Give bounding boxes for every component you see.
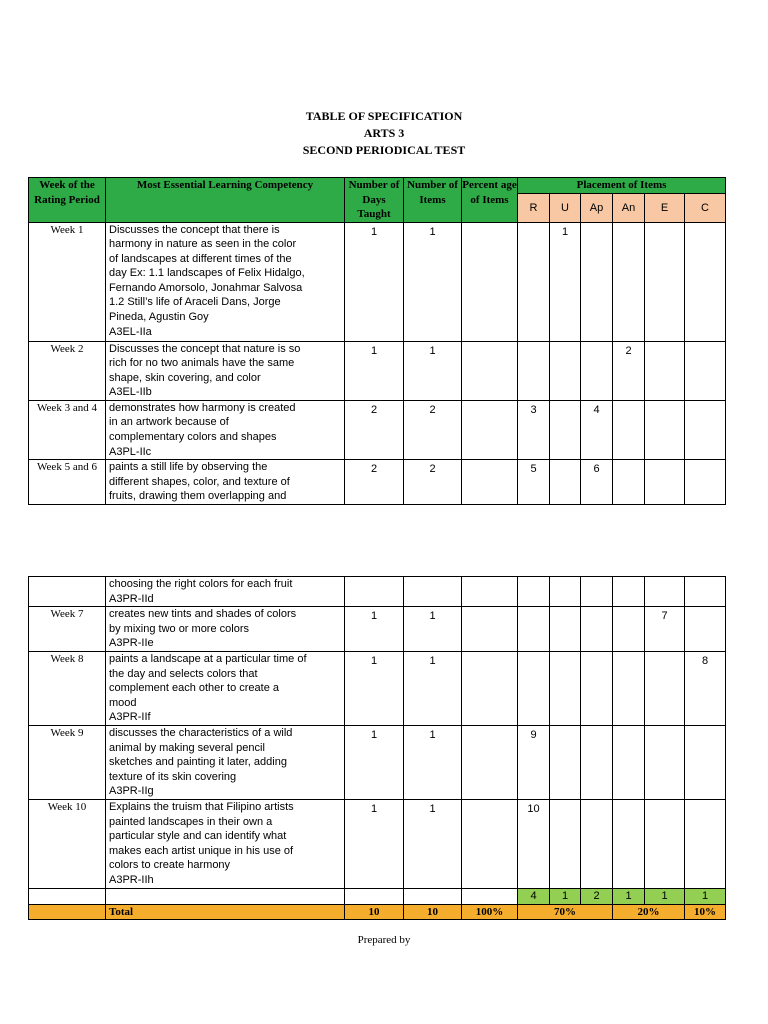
header-level-ap: Ap [581, 193, 613, 222]
placement-r-cell: 9 [518, 725, 550, 799]
placement-an-cell [613, 460, 645, 505]
placement-c-cell [685, 607, 726, 652]
competency-line: complementary colors and shapes [109, 431, 277, 444]
placement-r-cell [518, 222, 550, 341]
items-cell: 2 [404, 460, 462, 505]
specification-table-page-2 [28, 576, 726, 920]
count-an: 1 [613, 888, 645, 904]
competency-line: 1.2 Still’s life of Araceli Dans, Jorge [109, 296, 281, 309]
week-cell: Week 9 [29, 725, 106, 799]
total-days: 10 [345, 904, 404, 919]
placement-u-cell: 1 [550, 222, 581, 341]
competency-line: rich for no two animals have the same [109, 357, 295, 370]
placement-e-cell [645, 222, 685, 341]
competency-line: Discusses the concept that nature is so [109, 342, 301, 355]
competency-line: sketches and painting it later, adding [109, 756, 287, 769]
placement-r-cell [518, 651, 550, 725]
placement-r-cell [518, 607, 550, 652]
competency-line: creates new tints and shades of colors [109, 608, 297, 621]
percentage-cell [462, 725, 518, 799]
header-level-e: E [645, 193, 685, 222]
week-cell: Week 1 [29, 222, 106, 341]
items-cell: 2 [404, 400, 462, 459]
header-items: Number of Items [404, 178, 462, 223]
placement-r-cell: 10 [518, 799, 550, 888]
total-label: Total [106, 904, 345, 919]
table-row [29, 222, 726, 341]
percentage-cell [462, 607, 518, 652]
percentage-cell [462, 222, 518, 341]
items-cell: 1 [404, 341, 462, 400]
count-c: 1 [685, 888, 726, 904]
competency-line: Pineda, Agustin Goy [109, 311, 209, 324]
placement-c-cell [685, 222, 726, 341]
competency-line: colors to create harmony [109, 859, 231, 872]
title-line-1: TABLE OF SPECIFICATION [305, 109, 463, 123]
competency-line: A3PR-IId [109, 592, 154, 605]
competency-line: Explains the truism that Filipino artists [109, 800, 294, 813]
competency-line: different shapes, color, and texture of [109, 475, 290, 488]
placement-u-cell [550, 460, 581, 505]
placement-u-cell [550, 725, 581, 799]
competency-cell [106, 651, 345, 725]
competency-cell [106, 607, 345, 652]
header-level-r: R [518, 193, 550, 222]
competency-line: particular style and can identify what [109, 830, 287, 843]
competency-line: A3PR-IIh [109, 873, 154, 886]
count-r: 4 [518, 888, 550, 904]
total-c: 10% [685, 904, 726, 919]
placement-e-cell [645, 651, 685, 725]
days-cell: 1 [345, 651, 404, 725]
days-cell: 1 [345, 799, 404, 888]
percentage-cell [462, 577, 518, 607]
placement-an-cell [613, 799, 645, 888]
percentage-cell [462, 651, 518, 725]
competency-line: A3EL-IIa [109, 325, 152, 338]
placement-an-cell: 2 [613, 341, 645, 400]
competency-line: animal by making several pencil [109, 741, 265, 754]
count-ap: 2 [581, 888, 613, 904]
competency-line: makes each artist unique in his use of [109, 844, 294, 857]
competency-line: paints a still life by observing the [109, 461, 268, 474]
placement-ap-cell [581, 222, 613, 341]
header-level-u: U [550, 193, 581, 222]
placement-ap-cell: 4 [581, 400, 613, 459]
counts-blank [345, 888, 404, 904]
competency-line: fruits, drawing them overlapping and [109, 490, 287, 503]
counts-blank [404, 888, 462, 904]
competency-line: shape, skin covering, and color [109, 371, 261, 384]
competency-line: painted landscapes in their own a [109, 815, 273, 828]
table-row [29, 341, 726, 400]
placement-u-cell [550, 799, 581, 888]
competency-cell [106, 460, 345, 505]
placement-an-cell [613, 577, 645, 607]
placement-r-cell [518, 577, 550, 607]
total-blank [29, 904, 106, 919]
placement-e-cell [645, 460, 685, 505]
items-cell: 1 [404, 651, 462, 725]
competency-line: Discusses the concept that there is [109, 223, 280, 236]
title-line-2: ARTS 3 [363, 126, 405, 140]
days-cell [345, 577, 404, 607]
count-u: 1 [550, 888, 581, 904]
placement-e-cell [645, 725, 685, 799]
competency-line: complement each other to create a [109, 682, 279, 695]
header-level-c: C [685, 193, 726, 222]
week-cell: Week 5 and 6 [29, 460, 106, 505]
table-row [29, 400, 726, 459]
competency-cell [106, 577, 345, 607]
header-level-an: An [613, 193, 645, 222]
placement-e-cell [645, 577, 685, 607]
placement-r-cell [518, 341, 550, 400]
placement-c-cell: 8 [685, 651, 726, 725]
placement-ap-cell [581, 577, 613, 607]
competency-line: choosing the right colors for each fruit [109, 578, 293, 590]
placement-ap-cell [581, 651, 613, 725]
counts-row [29, 888, 726, 904]
placement-c-cell [685, 341, 726, 400]
placement-ap-cell [581, 799, 613, 888]
placement-an-cell [613, 222, 645, 341]
percentage-cell [462, 460, 518, 505]
percentage-cell [462, 799, 518, 888]
table-row [29, 799, 726, 888]
count-e: 1 [645, 888, 685, 904]
items-cell: 1 [404, 725, 462, 799]
counts-blank [462, 888, 518, 904]
total-r-u-ap: 70% [518, 904, 613, 919]
placement-c-cell [685, 799, 726, 888]
competency-line: paints a landscape at a particular time of [109, 652, 307, 665]
competency-cell [106, 341, 345, 400]
placement-ap-cell [581, 341, 613, 400]
competency-line: A3PR-IIe [109, 637, 154, 650]
counts-blank [29, 888, 106, 904]
placement-c-cell [685, 577, 726, 607]
header-placement: Placement of Items [518, 178, 726, 194]
total-percentage: 100% [462, 904, 518, 919]
competency-cell [106, 799, 345, 888]
competency-line: Fernando Amorsolo, Jonahmar Salvosa [109, 281, 303, 294]
placement-e-cell [645, 341, 685, 400]
competency-line: day Ex: 1.1 landscapes of Felix Hidalgo, [109, 267, 305, 280]
competency-line: A3PR-IIf [109, 711, 151, 724]
competency-line: A3PR-IIg [109, 785, 154, 798]
week-cell: Week 3 and 4 [29, 400, 106, 459]
placement-r-cell: 5 [518, 460, 550, 505]
items-cell: 1 [404, 607, 462, 652]
placement-ap-cell [581, 725, 613, 799]
placement-e-cell [645, 799, 685, 888]
week-cell: Week 10 [29, 799, 106, 888]
competency-line: discusses the characteristics of a wild [109, 726, 293, 739]
competency-cell [106, 222, 345, 341]
placement-u-cell [550, 400, 581, 459]
competency-line: texture of its skin covering [109, 770, 237, 783]
placement-r-cell: 3 [518, 400, 550, 459]
days-cell: 2 [345, 400, 404, 459]
competency-line: mood [109, 696, 137, 709]
placement-u-cell [550, 607, 581, 652]
items-cell: 1 [404, 222, 462, 341]
week-cell: Week 7 [29, 607, 106, 652]
placement-c-cell [685, 725, 726, 799]
placement-ap-cell: 6 [581, 460, 613, 505]
placement-an-cell [613, 400, 645, 459]
placement-an-cell [613, 651, 645, 725]
placement-ap-cell [581, 607, 613, 652]
days-cell: 1 [345, 222, 404, 341]
items-cell: 1 [404, 799, 462, 888]
table-row [29, 607, 726, 652]
competency-line: of landscapes at different times of the [109, 252, 292, 265]
items-cell [404, 577, 462, 607]
placement-c-cell [685, 460, 726, 505]
header-competency: Most Essential Learning Competency [106, 178, 345, 223]
days-cell: 1 [345, 341, 404, 400]
total-an-e: 20% [613, 904, 685, 919]
placement-e-cell [645, 400, 685, 459]
total-items: 10 [404, 904, 462, 919]
percentage-cell [462, 341, 518, 400]
days-cell: 1 [345, 725, 404, 799]
total-row [29, 904, 726, 919]
placement-an-cell [613, 725, 645, 799]
counts-blank [106, 888, 345, 904]
competency-line: by mixing two or more colors [109, 622, 249, 635]
competency-line: harmony in nature as seen in the color [109, 238, 297, 251]
week-cell: Week 8 [29, 651, 106, 725]
placement-e-cell: 7 [645, 607, 685, 652]
header-days: Number of Days Taught [345, 178, 404, 223]
competency-line: the day and selects colors that [109, 667, 258, 680]
competency-line: A3EL-IIb [109, 386, 152, 399]
week-cell [29, 577, 106, 607]
placement-c-cell [685, 400, 726, 459]
competency-cell [106, 725, 345, 799]
prepared-by: Prepared by [357, 934, 411, 946]
days-cell: 1 [345, 607, 404, 652]
days-cell: 2 [345, 460, 404, 505]
header-week: Week of the Rating Period [29, 178, 106, 223]
placement-an-cell [613, 607, 645, 652]
placement-u-cell [550, 651, 581, 725]
table-row [29, 725, 726, 799]
header-percentage: Percent age of Items [462, 178, 518, 223]
table-row [29, 460, 726, 505]
placement-u-cell [550, 577, 581, 607]
competency-line: in an artwork because of [109, 416, 229, 429]
table-row [29, 651, 726, 725]
competency-line: demonstrates how harmony is created [109, 401, 296, 414]
percentage-cell [462, 400, 518, 459]
week-cell: Week 2 [29, 341, 106, 400]
competency-cell [106, 400, 345, 459]
table-row [29, 577, 726, 607]
specification-table-page-1 [28, 177, 726, 505]
competency-line: A3PL-IIc [109, 445, 152, 458]
title-line-3: SECOND PERIODICAL TEST [302, 143, 466, 157]
placement-u-cell [550, 341, 581, 400]
